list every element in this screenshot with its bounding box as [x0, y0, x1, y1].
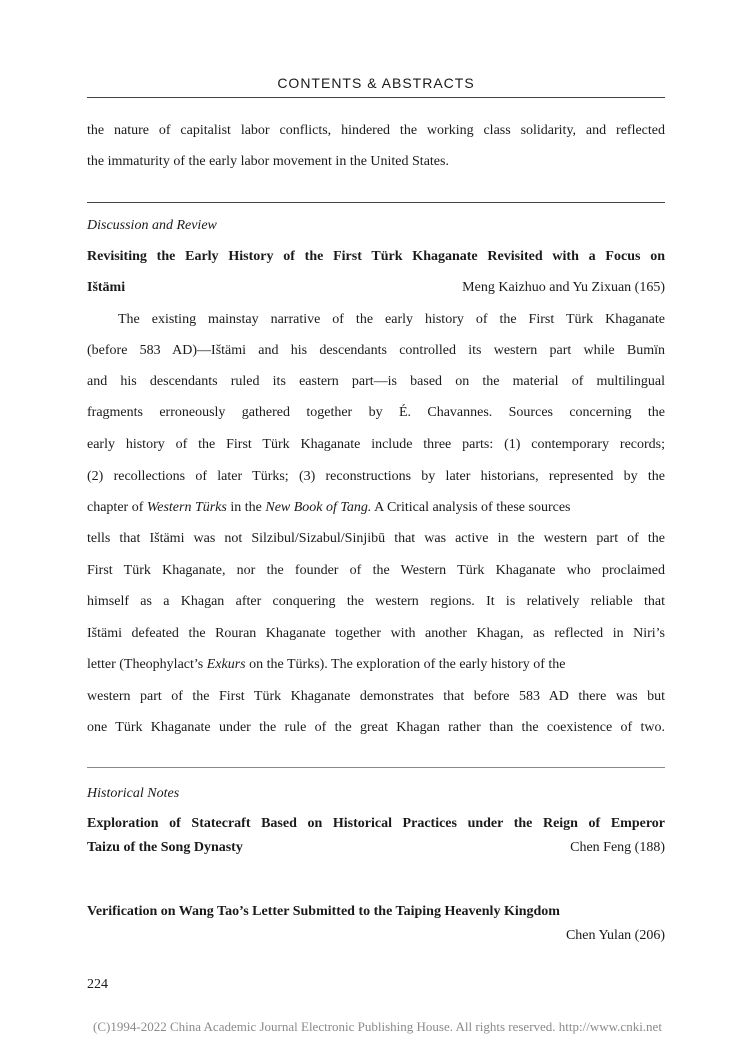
intro-text-line: the immaturity of the early labor movement in the United States.	[87, 154, 449, 169]
abstract-line: himself as a Khagan after conquering the western regions. It is relatively reliable that	[87, 594, 665, 609]
abstract-line: western part of the First Türk Khaganate demonstrates that before 583 AD there was but	[87, 689, 665, 704]
intro-text-line: the nature of capitalist labor conflicts, hindered the working class solidarity, and reflected	[87, 123, 665, 138]
abstract-text: in the	[226, 500, 266, 515]
abstract-line	[87, 500, 665, 516]
book-title: Western Türks	[146, 500, 227, 515]
abstract-line: (before 583 AD)—Ištämi and his descendants controlled its western part while Bumïn	[87, 343, 665, 358]
running-header: CONTENTS & ABSTRACTS	[277, 75, 475, 91]
abstract-line: fragments erroneously gathered together by É. Chavannes. Sources concerning the	[87, 405, 665, 420]
abstract-line: The existing mainstay narrative of the early history of the First Türk Khaganate	[118, 312, 665, 327]
page-number: 224	[87, 977, 108, 992]
section-divider	[87, 767, 665, 768]
article-title: Ištämi	[87, 280, 126, 295]
article-title: Taizu of the Song Dynasty	[87, 840, 243, 855]
article-author: Chen Yulan (206)	[565, 928, 665, 943]
abstract-line: First Türk Khaganate, nor the founder of the Western Türk Khaganate who proclaimed	[87, 563, 665, 578]
section-label: Historical Notes	[87, 786, 180, 801]
abstract-line: and his descendants ruled its eastern part—is based on the material of multilingual	[87, 374, 665, 389]
header-rule	[87, 97, 665, 98]
article-title: Verification on Wang Tao’s Letter Submitted to the Taiping Heavenly Kingdom	[87, 904, 560, 919]
article-author: Chen Feng (188)	[570, 840, 665, 855]
abstract-line	[87, 657, 665, 673]
abstract-text: letter (Theophylact’s	[87, 657, 207, 672]
abstract-line: Ištämi defeated the Rouran Khaganate together with another Khagan, as reflected in Niri’s	[87, 626, 665, 641]
section-divider	[87, 202, 665, 203]
abstract-text: on the Türks). The exploration of the early history of the	[245, 657, 566, 672]
section-label: Discussion and Review	[87, 218, 217, 233]
article-title: Exploration of Statecraft Based on Historical Practices under the Reign of Emperor	[87, 816, 665, 831]
abstract-line: early history of the First Türk Khaganate include three parts: (1) contemporary records;	[87, 437, 665, 452]
abstract-line: one Türk Khaganate under the rule of the great Khagan rather than the coexistence of two.	[87, 720, 665, 735]
book-title: Exkurs	[206, 657, 246, 672]
abstract-text: chapter of	[87, 500, 147, 515]
abstract-line: (2) recollections of later Türks; (3) reconstructions by later historians, represented by the	[87, 469, 665, 484]
abstract-line: tells that Ištämi was not Silzibul/Sizabul/Sinjibū that was active in the western part of the	[87, 531, 665, 546]
book-title: New Book of Tang.	[265, 500, 372, 515]
article-authors: Meng Kaizhuo and Yu Zixuan (165)	[462, 280, 665, 295]
article-title: Revisiting the Early History of the First Türk Khaganate Revisited with a Focus on	[87, 249, 665, 264]
abstract-text: A Critical analysis of these sources	[371, 500, 571, 515]
copyright-footer: (C)1994-2022 China Academic Journal Electronic Publishing House. All rights reserved. http://www.cnki.net	[93, 1019, 662, 1034]
